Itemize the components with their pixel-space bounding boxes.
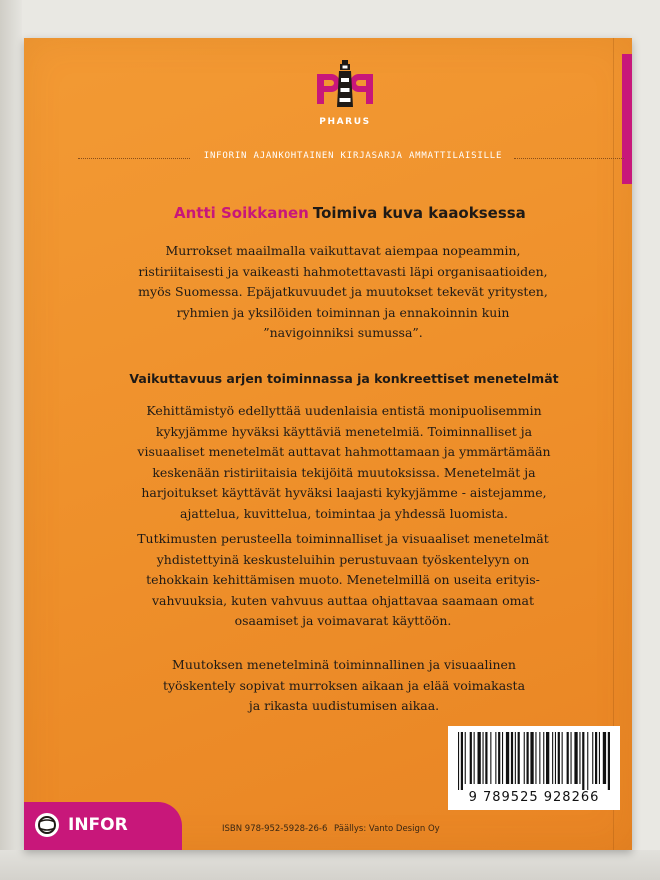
barcode-bar xyxy=(603,732,606,784)
barcode-bar xyxy=(458,732,459,790)
infor-logo-icon xyxy=(34,812,60,838)
barcode-bar xyxy=(470,732,472,784)
barcode-bar xyxy=(495,732,496,784)
section-heading: Vaikuttavuus arjen toiminnassa ja konkreettiset menetelmät xyxy=(129,371,559,386)
barcode-bar xyxy=(474,732,475,784)
barcode-bar xyxy=(592,732,593,784)
text-line: Murrokset maailmalla vaikuttavat aiempaa nopeammin, xyxy=(165,243,521,258)
book-back-cover xyxy=(24,38,632,850)
body-paragraph-2 xyxy=(104,401,584,524)
publisher-badge xyxy=(24,802,182,850)
barcode-bar xyxy=(518,732,520,784)
body-paragraph-4 xyxy=(114,655,574,717)
barcode-bar xyxy=(555,732,556,784)
barcode-bar xyxy=(582,732,584,790)
pink-bookmark-strip xyxy=(622,54,632,184)
barcode-bar xyxy=(478,732,481,784)
text-line: myös Suomessa. Epäjatkuvuudet ja muutokset tekevät yritysten, xyxy=(138,284,548,299)
barcode-bars xyxy=(456,732,612,790)
barcode-bar xyxy=(511,732,513,784)
barcode-bar xyxy=(485,732,487,784)
publisher-name: INFOR xyxy=(68,815,128,835)
barcode-bar xyxy=(567,732,569,784)
text-line: ”navigoinniksi sumussa”. xyxy=(263,325,423,340)
book-title: Toimiva kuva kaaoksessa xyxy=(312,204,526,222)
barcode-bar xyxy=(543,732,544,784)
text-line: keskenään ristiriitaisia tekijöitä muutoksissa. Menetelmät ja xyxy=(152,464,536,480)
author-name: Antti Soikkanen xyxy=(174,204,309,222)
text-line: vahvuuksia, kuten vahvuus auttaa ohjattavaa saamaan omat xyxy=(151,592,535,608)
barcode-digits: 9 789525 928266 xyxy=(468,790,600,805)
intro-paragraph xyxy=(108,241,578,344)
pharus-logo xyxy=(310,56,380,130)
barcode-bar xyxy=(515,732,516,784)
backdrop-surface xyxy=(0,850,660,880)
barcode-bar xyxy=(587,732,588,790)
barcode-bar xyxy=(571,732,572,784)
barcode-bar xyxy=(552,732,553,784)
title-row xyxy=(174,204,574,222)
dotted-rule-right xyxy=(514,158,624,159)
design-credit: Päällys: Vanto Design Oy xyxy=(334,824,440,834)
barcode-bar xyxy=(483,732,484,784)
barcode-bar xyxy=(599,732,600,784)
isbn-text: ISBN 978-952-5928-26-6 xyxy=(222,824,328,834)
backdrop-left xyxy=(0,0,22,880)
barcode-bar xyxy=(461,732,463,790)
lighthouse-logo-icon xyxy=(315,56,375,116)
text-line: ryhmien ja yksilöiden toiminnan ja ennakoinnin kuin xyxy=(176,304,510,320)
barcode-bar xyxy=(546,732,549,784)
barcode-bar xyxy=(579,732,580,784)
text-line: Kehittämistyö edellyttää uudenlaisia entistä monipuolisemmin xyxy=(146,403,542,418)
brand-name: PHARUS xyxy=(319,117,371,127)
text-line: tehokkain kehittämisen muoto. Menetelmillä on useita erityis- xyxy=(146,572,540,587)
barcode-bar xyxy=(608,732,610,790)
barcode-bar xyxy=(506,732,509,784)
barcode-bar xyxy=(530,732,533,784)
barcode-bar xyxy=(574,732,577,784)
barcode-bar xyxy=(527,732,529,784)
text-line: Muutoksen menetelminä toiminnallinen ja visuaalinen xyxy=(172,657,516,672)
text-line: kykyjämme hyväksi käyttäviä menetelmiä. Toiminnalliset ja xyxy=(155,423,533,439)
text-line: harjoitukset käyttävät hyväksi laajasti kykyjämme - aistejamme, xyxy=(141,485,547,500)
text-line: osaamiset ja voimavarat käyttöön. xyxy=(234,613,452,628)
barcode-bar xyxy=(490,732,491,784)
barcode-bar xyxy=(562,732,563,784)
barcode-bar xyxy=(524,732,525,784)
text-line: Tutkimusten perusteella toiminnalliset ja visuaaliset menetelmät xyxy=(137,531,549,546)
barcode-bar xyxy=(558,732,560,784)
barcode-bar xyxy=(535,732,536,784)
text-line: yhdistettyinä keskusteluihin perustuvaan työskentelyyn on xyxy=(156,551,530,567)
barcode-bar xyxy=(465,732,466,784)
dotted-rule-left xyxy=(78,158,190,159)
barcode-bar xyxy=(498,732,500,784)
barcode-bar xyxy=(539,732,540,784)
text-line: ajattelua, kuvittelua, toimintaa ja yhdessä luomista. xyxy=(180,505,508,521)
body-paragraph-3 xyxy=(100,529,586,632)
text-line: visuaaliset menetelmät auttavat hahmottamaan ja ymmärtämään xyxy=(137,444,551,459)
barcode xyxy=(448,726,620,810)
text-line: ristiriitaisesti ja vaikeasti hahmotettavasti läpi organisaatioiden, xyxy=(138,263,548,279)
series-name: INFORIN AJANKOHTAINEN KIRJASARJA AMMATTILAISILLE xyxy=(203,151,503,161)
barcode-bar xyxy=(502,732,503,784)
barcode-bar xyxy=(595,732,597,784)
text-line: ja rikasta uudistumisen aikaa. xyxy=(248,698,440,713)
text-line: työskentely sopivat murroksen aikaan ja elää voimakasta xyxy=(162,677,526,693)
